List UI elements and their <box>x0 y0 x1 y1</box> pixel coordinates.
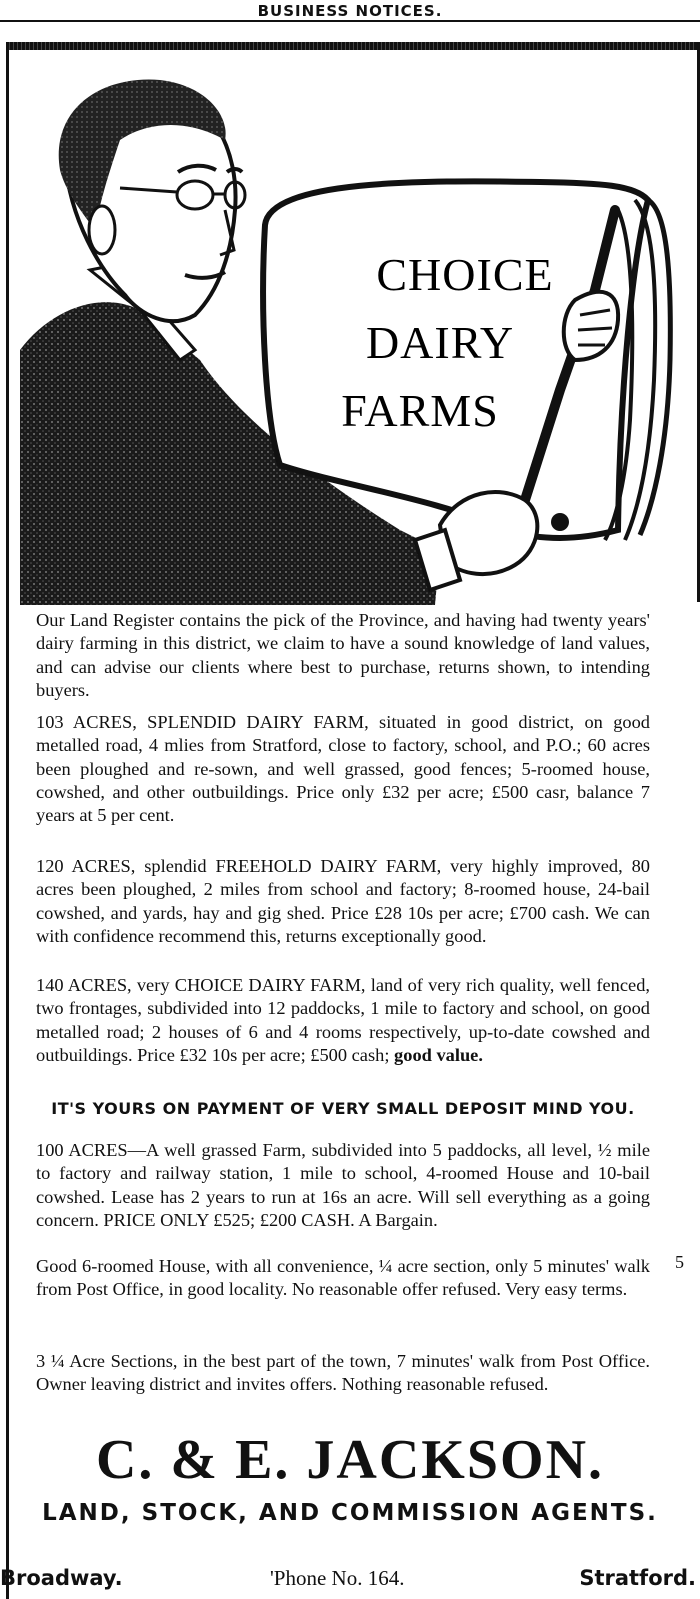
footer-town: Stratford. <box>579 1566 696 1590</box>
house-listing-text: Good 6-roomed House, with all convenience, ¼ acre section, only 5 minutes' walk from Post Office, in good locality. No reasonable offer refused. Very easy terms. <box>36 1256 650 1300</box>
intro-text: Our Land Register contains the pick of the Province, and having had twenty years' dairy farming in this district, we claim to have a sound knowledge of land values, and can advise our clients where best to purchase, returns shown, to intending buyers. <box>36 610 650 700</box>
listing-140-body: 140 ACRES, very CHOICE DAIRY FARM, land of very rich quality, well fenced, two frontages, subdivided into 12 paddocks, 1 mile to factory and school, on good metalled road; 2 houses of 6 and 4 rooms respectively, up-to-date cowshed and outbuildings. Price £32 10s per acre; £500 cash; <box>36 975 650 1065</box>
firm-tagline: LAND, STOCK, AND COMMISSION AGENTS. <box>42 1500 658 1526</box>
sheet-line-2: DAIRY <box>365 317 515 368</box>
advert-top-border <box>6 42 700 50</box>
sections-listing-text: 3 ¼ Acre Sections, in the best part of the town, 7 minutes' walk from Post Office. Owner leaving district and invites offers. Nothing reasonable refused. <box>36 1351 650 1395</box>
deposit-heading: IT'S YOURS ON PAYMENT OF VERY SMALL DEPOSIT MIND YOU. <box>51 1099 635 1118</box>
listing-120-text: 120 ACRES, splendid FREEHOLD DAIRY FARM, very highly improved, 80 acres been ploughed, 2 miles from school and factory; 8-roomed house, 24-bail cowshed, and yards, hay and gig shed. Price £28 10s per acre; £700 cash. We can with confidence recommend this, returns exceptionally good. <box>36 856 650 946</box>
intro-paragraph <box>36 609 650 702</box>
column-header <box>0 0 700 26</box>
listing-140-acres <box>36 974 650 1067</box>
margin-digit: 5 <box>675 1252 684 1272</box>
listing-103-text: 103 ACRES, SPLENDID DAIRY FARM, situated in good district, on good metalled road, 4 mlies from Stratford, close to factory, school, and P.O.; 60 acres been ploughed and re-sown, and well grassed, good fences; 5-roomed house, cowshed, and other outbuildings. Price only £32 per acre; £500 casr, balance 7 years at 5 per cent. <box>36 712 650 826</box>
listing-140-text <box>36 974 650 1067</box>
listing-100-text: 100 ACRES—A well grassed Farm, subdivided into 5 paddocks, all level, ½ mile to factory and railway station, 1 mile to school, 4-roomed House and 10-bail cowshed. Lease has 2 years to run at 16s an acre. Will sell everything as a going concern. PRICE ONLY £525; £200 CASH. A Bargain. <box>36 1140 650 1230</box>
sheet-line-1: CHOICE <box>376 249 554 300</box>
listing-120-acres <box>36 855 650 948</box>
footer-street: Broadway. <box>0 1566 123 1590</box>
footer-phone: 'Phone No. 164. <box>270 1566 405 1590</box>
sheet-line-3: FARMS <box>341 385 499 436</box>
header-title: BUSINESS NOTICES. <box>257 2 443 20</box>
sections-listing <box>36 1350 650 1397</box>
listing-140-good-value: good value. <box>394 1044 483 1065</box>
advert-left-border <box>6 42 9 1599</box>
firm-name: C. & E. JACKSON. <box>95 1429 605 1491</box>
house-listing <box>36 1255 650 1302</box>
header-rule <box>0 20 700 22</box>
listing-100-acres <box>36 1139 650 1232</box>
man-holding-sheet-illustration <box>20 60 700 610</box>
listing-103-acres <box>36 711 650 827</box>
